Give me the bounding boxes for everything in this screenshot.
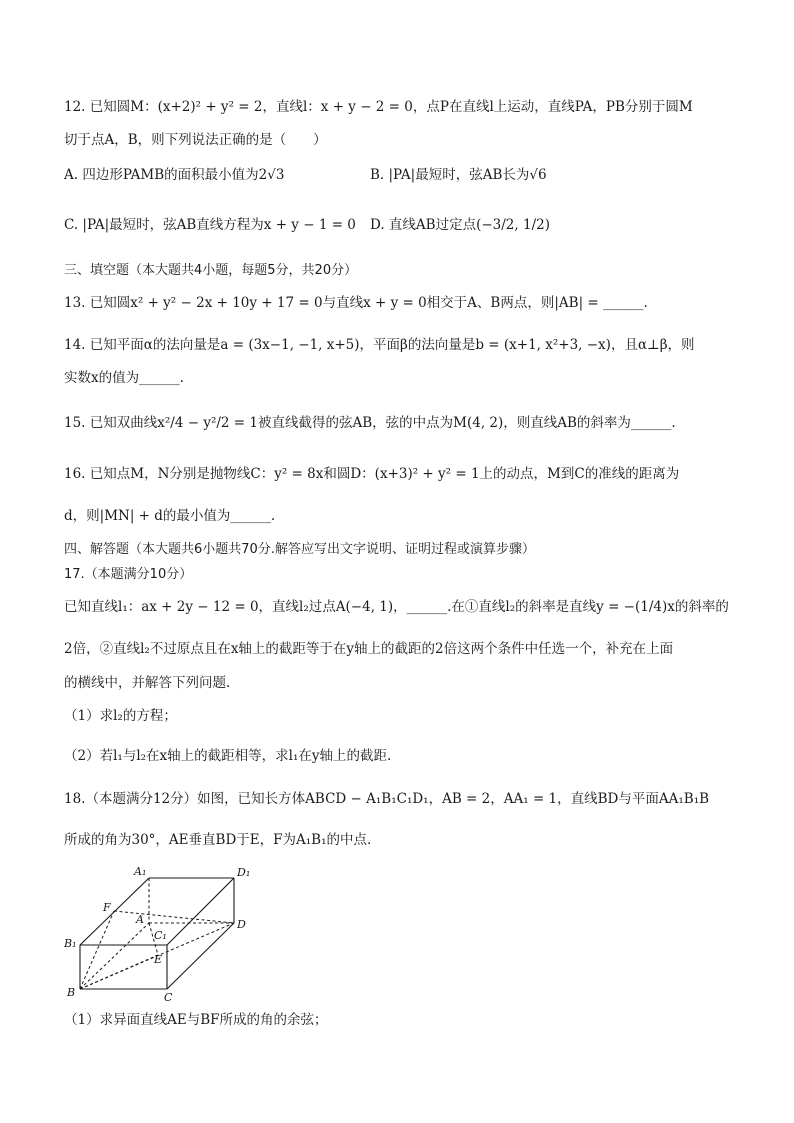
q12-option-a: A. 四边形PAMB的面积最小值为2√3 xyxy=(64,167,285,183)
label-d1: D₁ xyxy=(237,866,251,879)
q14-line1: 14. 已知平面α的法向量是a = (3x−1, −1, x+5)，平面β的法向量是b = (x+1, x²+3, −x)，且α⊥β，则 xyxy=(64,337,695,353)
q16-line1: 16. 已知点M，N分别是抛物线C：y² = 8x和圆D：(x+3)² + y² = 1上的动点，M到C的准线的距离为 xyxy=(64,466,680,482)
label-a: A xyxy=(136,913,144,926)
label-c: C xyxy=(164,991,173,1004)
edge-c-d xyxy=(167,923,234,989)
q12-line1: 12. 已知圆M：(x+2)² + y² = 2，直线l：x + y − 2 = 0，点P在直线l上运动，直线PA，PB分别于圆M xyxy=(64,99,693,115)
line-b-e xyxy=(80,955,158,989)
edge-c1-d1 xyxy=(167,878,234,945)
q13-text: 13. 已知圆x² + y² − 2x + 10y + 17 = 0与直线x + y = 0相交于A、B两点，则|AB| = ______. xyxy=(64,295,648,311)
edge-b-a xyxy=(80,923,149,989)
q16-line2: d，则|MN| + d的最小值为______. xyxy=(64,508,276,524)
q12-option-c: C. |PA|最短时，弦AB直线方程为x + y − 1 = 0 xyxy=(64,217,356,233)
q18-part1: （1）求异面直线AE与BF所成的角的余弦； xyxy=(64,1012,328,1028)
section4-heading: 四、解答题（本大题共6小题共70分.解答应写出文字说明、证明过程或演算步骤） xyxy=(64,542,535,557)
q15-text: 15. 已知双曲线x²/4 − y²/2 = 1被直线截得的弦AB，弦的中点为M(4, 2)，则直线AB的斜率为______. xyxy=(64,415,676,431)
label-f: F xyxy=(103,901,111,914)
label-b1: B₁ xyxy=(64,937,77,950)
q18-line2: 所成的角为30°，AE垂直BD于E，F为A₁B₁的中点. xyxy=(64,832,372,848)
label-c1: C₁ xyxy=(154,929,167,942)
q17-line3: 的横线中，并解答下列问题. xyxy=(64,675,231,691)
label-e: E xyxy=(154,953,163,966)
label-b: B xyxy=(67,986,76,999)
q12-line2: 切于点A，B，则下列说法正确的是（ ） xyxy=(64,132,327,148)
cuboid-figure xyxy=(64,865,254,1005)
q18-line1: 18.（本题满分12分）如图，已知长方体ABCD − A₁B₁C₁D₁，AB = 2，AA₁ = 1，直线BD与平面AA₁B₁B xyxy=(64,791,710,807)
q12-option-b: B. |PA|最短时，弦AB长为√6 xyxy=(370,167,547,183)
line-f-d xyxy=(114,911,234,923)
q17-line1: 已知直线l₁：ax + 2y − 12 = 0，直线l₂过点A(−4, 1)，______.在①直线l₂的斜率是直线y = −(1/4)x的斜率的 xyxy=(64,599,729,615)
q17-line2: 2倍，②直线l₂不过原点且在x轴上的截距等于在y轴上的截距的2倍这两个条件中任选一个，补充在上面 xyxy=(64,641,674,657)
q17-header: 17.（本题满分10分） xyxy=(64,567,193,582)
section3-heading: 三、填空题（本大题共4小题，每题5分，共20分） xyxy=(64,263,358,278)
q12-option-d: D. 直线AB过定点(−3/2, 1/2) xyxy=(370,217,550,233)
label-a1: A₁ xyxy=(134,865,147,878)
q14-line2: 实数x的值为______. xyxy=(64,370,184,386)
label-d: D xyxy=(237,918,246,931)
q17-part1: （1）求l₂的方程； xyxy=(64,708,177,724)
line-b-f xyxy=(80,911,114,989)
q17-part2: （2）若l₁与l₂在x轴上的截距相等，求l₁在y轴上的截距. xyxy=(64,748,392,764)
